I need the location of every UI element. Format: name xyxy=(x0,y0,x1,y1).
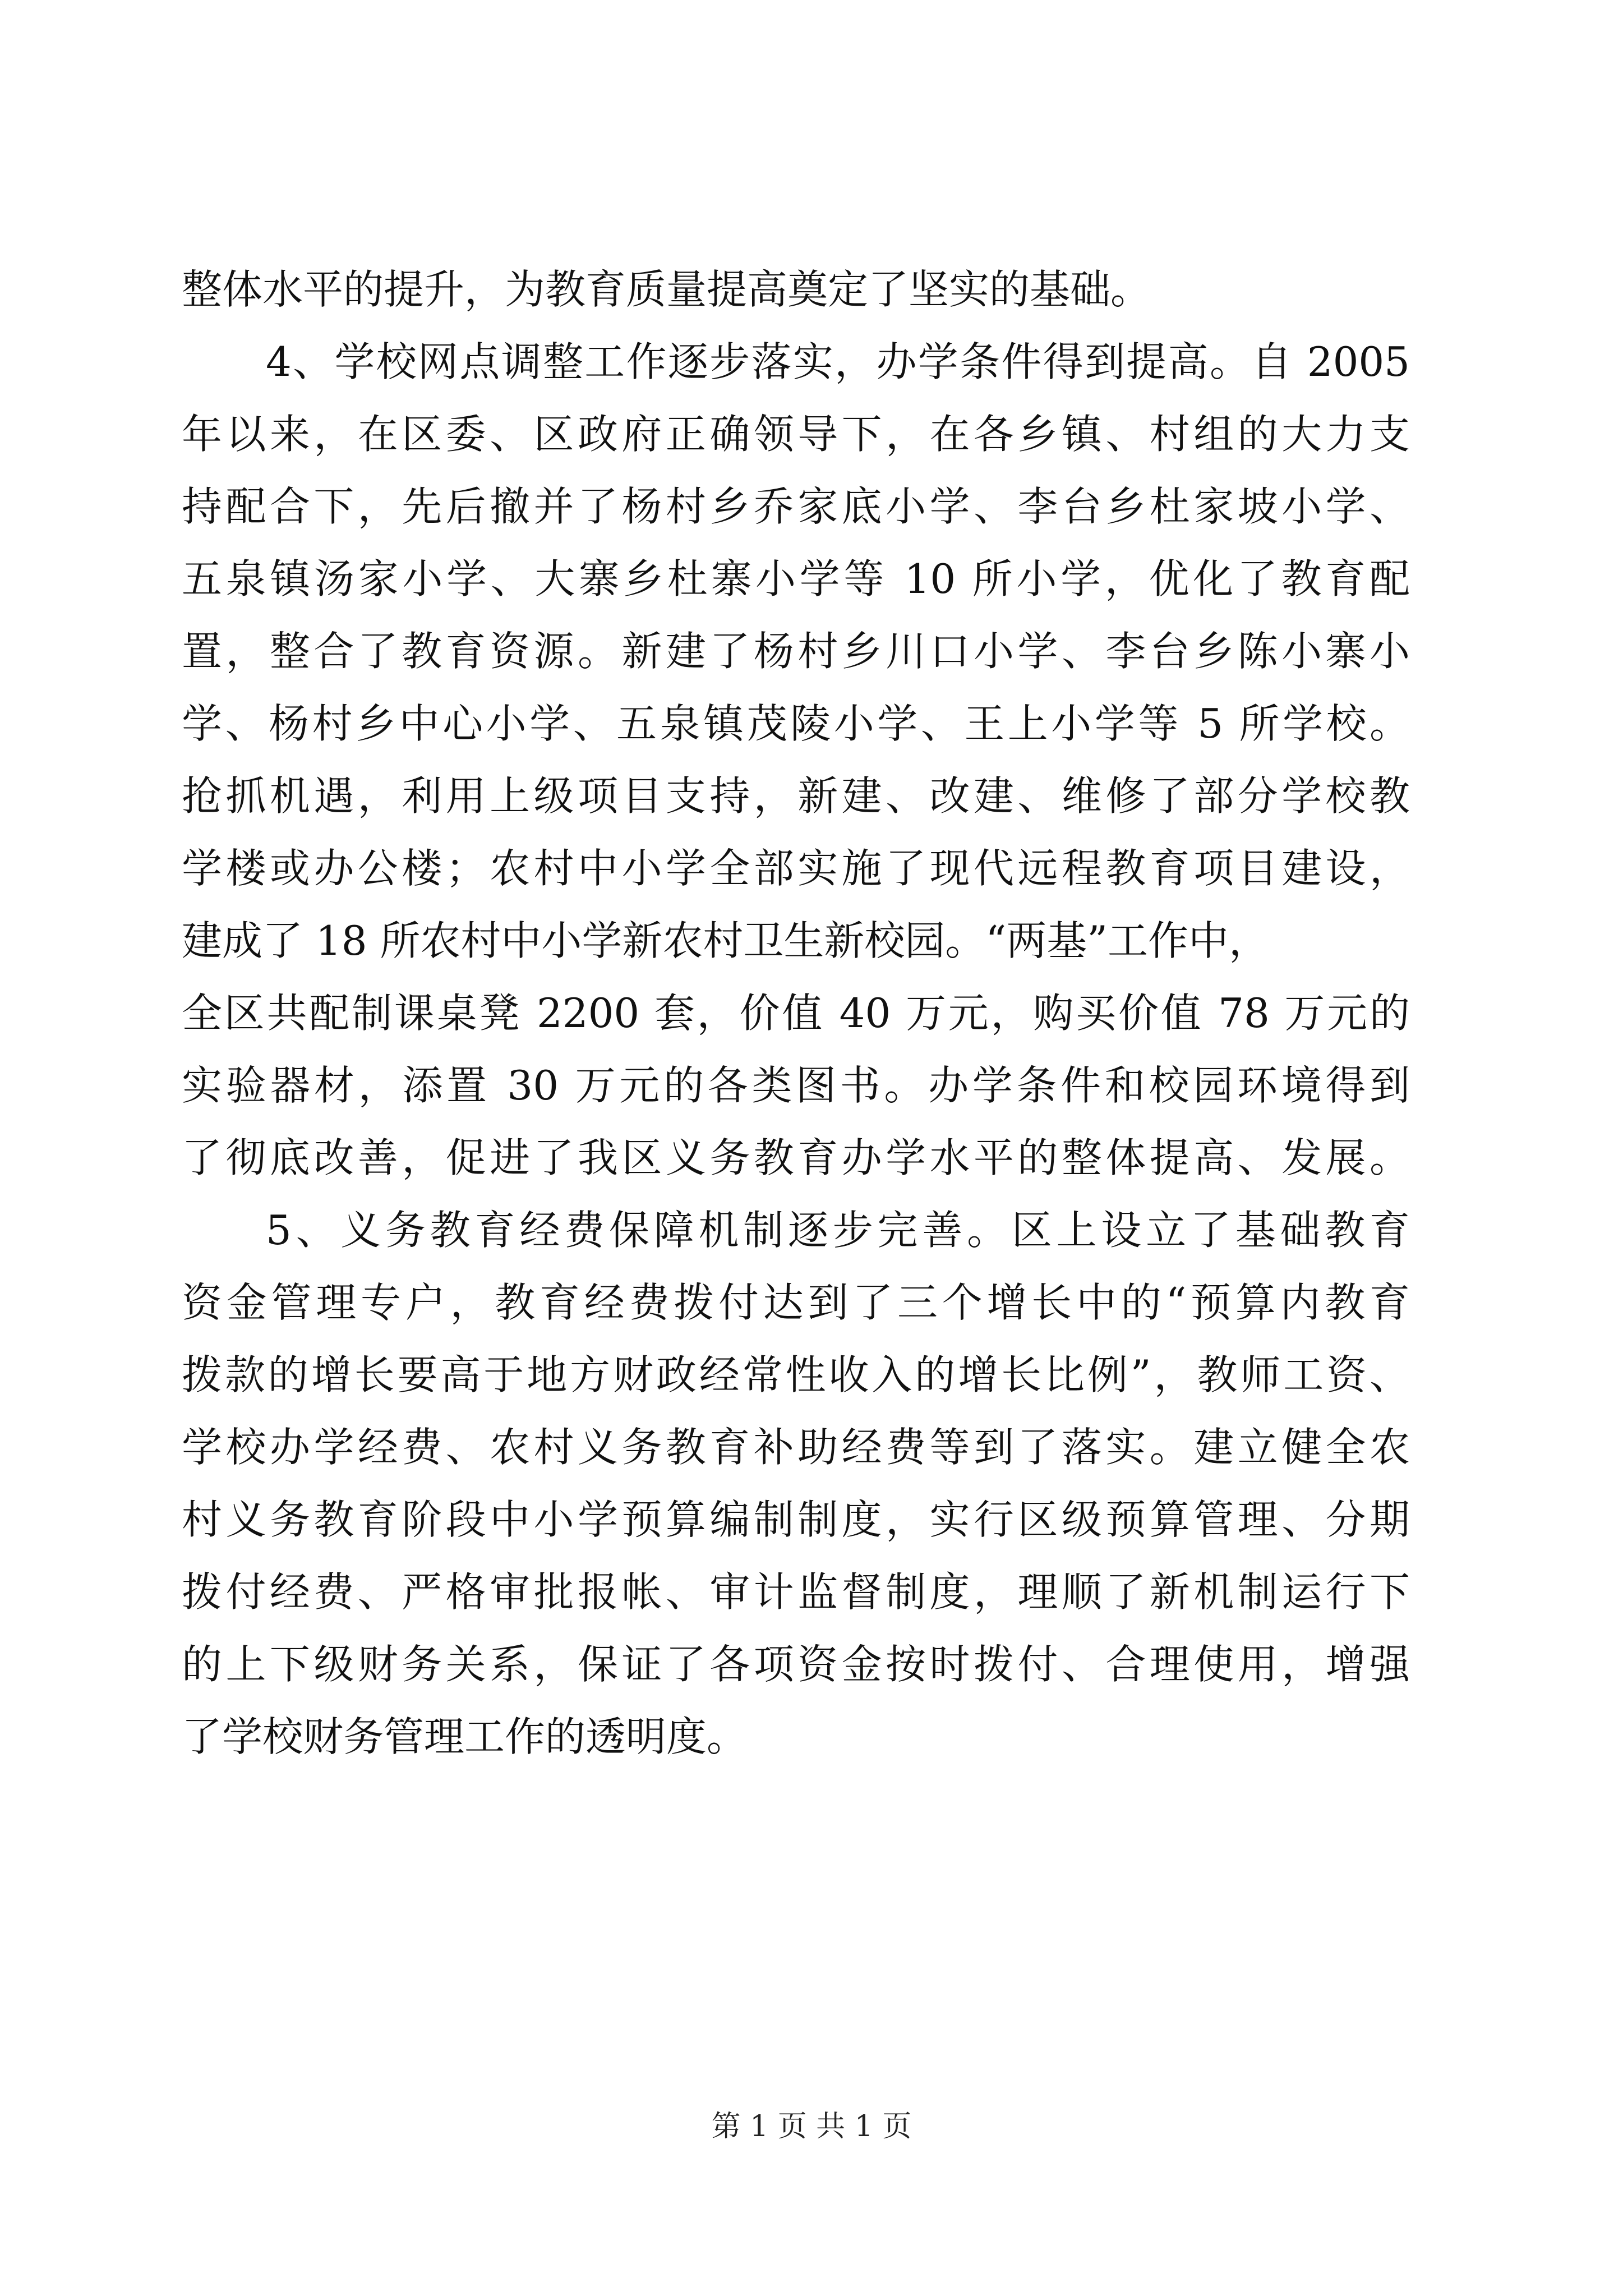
text-line: 了学校财务管理工作的透明度。 xyxy=(182,1713,748,1760)
text-line: 学、杨村乡中心小学、五泉镇茂陵小学、王上小学等 5 所学校。 xyxy=(182,700,1410,747)
text-line: 抢抓机遇，利用上级项目支持，新建、改建、维修了部分学校教 xyxy=(182,772,1410,820)
text-line: 五泉镇汤家小学、大寨乡杜寨小学等 10 所小学，优化了教育配 xyxy=(182,555,1410,602)
text-line: 全区共配制课桌凳 2200 套，价值 40 万元，购买价值 78 万元的 xyxy=(182,990,1410,1037)
text-line: 年以来，在区委、区政府正确领导下，在各乡镇、村组的大力支 xyxy=(182,411,1410,458)
text-line: 持配合下，先后撤并了杨村乡乔家底小学、李台乡杜家坡小学、 xyxy=(182,483,1410,530)
text-line: 学楼或办公楼；农村中小学全部实施了现代远程教育项目建设， xyxy=(182,845,1410,892)
text-line: 4、学校网点调整工作逐步落实，办学条件得到提高。自 2005 xyxy=(266,338,1410,385)
page-number-label: 第 1 页 共 1 页 xyxy=(711,2110,912,2143)
text-line: 学校办学经费、农村义务教育补助经费等到了落实。建立健全农 xyxy=(182,1424,1410,1471)
body-text xyxy=(182,254,1410,1773)
text-line: 了彻底改善，促进了我区义务教育办学水平的整体提高、发展。 xyxy=(182,1134,1410,1181)
text-line: 整体水平的提升，为教育质量提高奠定了坚实的基础。 xyxy=(182,266,1151,313)
text-line: 资金管理专户，教育经费拨付达到了三个增长中的“预算内教育 xyxy=(182,1279,1410,1326)
page-footer xyxy=(0,2102,1623,2145)
text-line: 实验器材，添置 30 万元的各类图书。办学条件和校园环境得到 xyxy=(182,1062,1410,1109)
text-line: 拨款的增长要高于地方财政经常性收入的增长比例”，教师工资、 xyxy=(182,1351,1410,1398)
text-line: 村义务教育阶段中小学预算编制制度，实行区级预算管理、分期 xyxy=(182,1496,1410,1543)
text-line: 的上下级财务关系，保证了各项资金按时拨付、合理使用，增强 xyxy=(182,1641,1410,1688)
text-line: 置，整合了教育资源。新建了杨村乡川口小学、李台乡陈小寨小 xyxy=(182,628,1410,675)
text-line: 建成了 18 所农村中小学新农村卫生新校园。“两基”工作中， xyxy=(182,917,1270,964)
text-line: 5、义务教育经费保障机制逐步完善。区上设立了基础教育 xyxy=(266,1207,1410,1254)
text-line: 拨付经费、严格审批报帐、审计监督制度，理顺了新机制运行下 xyxy=(182,1568,1410,1616)
